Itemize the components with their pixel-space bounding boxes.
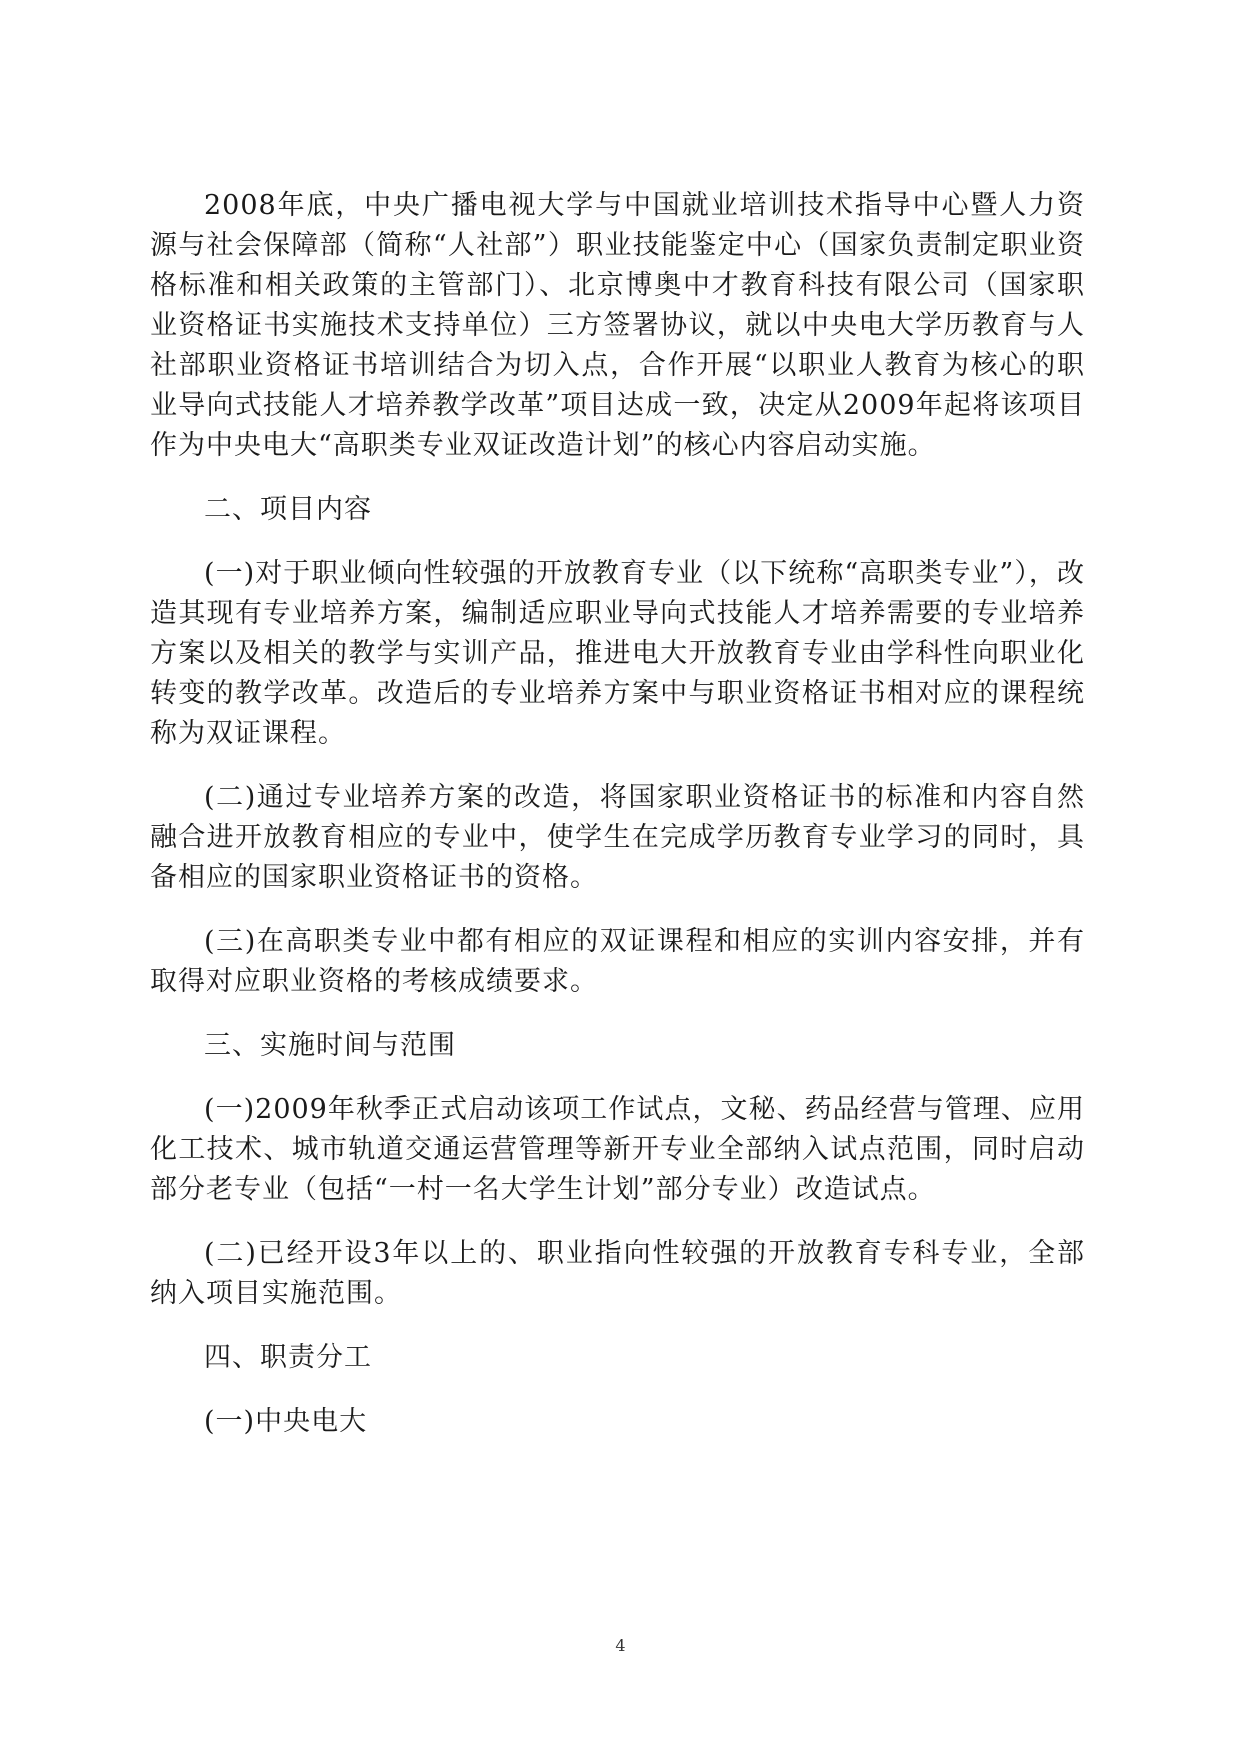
paragraph-content-2: (二)通过专业培养方案的改造，将国家职业资格证书的标准和内容自然融合进开放教育相应的专业中，使学生在完成学历教育专业学习的同时，具备相应的国家职业资格证书的资格。 [150, 782, 1085, 893]
paragraph-scope-2: (二)已经开设3年以上的、职业指向性较强的开放教育专科专业，全部纳入项目实施范围。 [150, 1238, 1085, 1309]
paragraph-content-1: (一)对于职业倾向性较强的开放教育专业（以下统称“高职类专业”），改造其现有专业培养方案，编制适应职业导向式技能人才培养需要的专业培养方案以及相关的教学与实训产品，推进电大开放教育专业由学科性向职业化转变的教学改革。改造后的专业培养方案中与职业资格证书相对应的课程统称为双证课程。 [150, 558, 1085, 749]
paragraph-background: 2008年底，中央广播电视大学与中国就业培训技术指导中心暨人力资源与社会保障部（简称“人社部”）职业技能鉴定中心（国家负责制定职业资格标准和相关政策的主管部门）、北京博奥中才教育科技有限公司（国家职业资格证书实施技术支持单位）三方签署协议，就以中央电大学历教育与人社部职业资格证书培训结合为切入点，合作开展“以职业人教育为核心的职业导向式技能人才培养教学改革”项目达成一致，决定从2009年起将该项目作为中央电大“高职类专业双证改造计划”的核心内容启动实施。 [150, 190, 1085, 461]
subheading-central-tvu: (一)中央电大 [204, 1406, 368, 1437]
page-number: 4 [615, 1636, 626, 1655]
paragraph-content-3: (三)在高职类专业中都有相应的双证课程和相应的实训内容安排，并有取得对应职业资格的考核成绩要求。 [150, 926, 1085, 997]
heading-responsibilities: 四、职责分工 [204, 1342, 372, 1373]
paragraph-scope-1: (一)2009年秋季正式启动该项工作试点，文秘、药品经营与管理、应用化工技术、城市轨道交通运营管理等新开专业全部纳入试点范围，同时启动部分老专业（包括“一村一名大学生计划”部分专业）改造试点。 [150, 1094, 1085, 1205]
heading-project-content: 二、项目内容 [204, 494, 372, 525]
document-body [150, 186, 1085, 1466]
heading-time-scope: 三、实施时间与范围 [204, 1030, 456, 1061]
